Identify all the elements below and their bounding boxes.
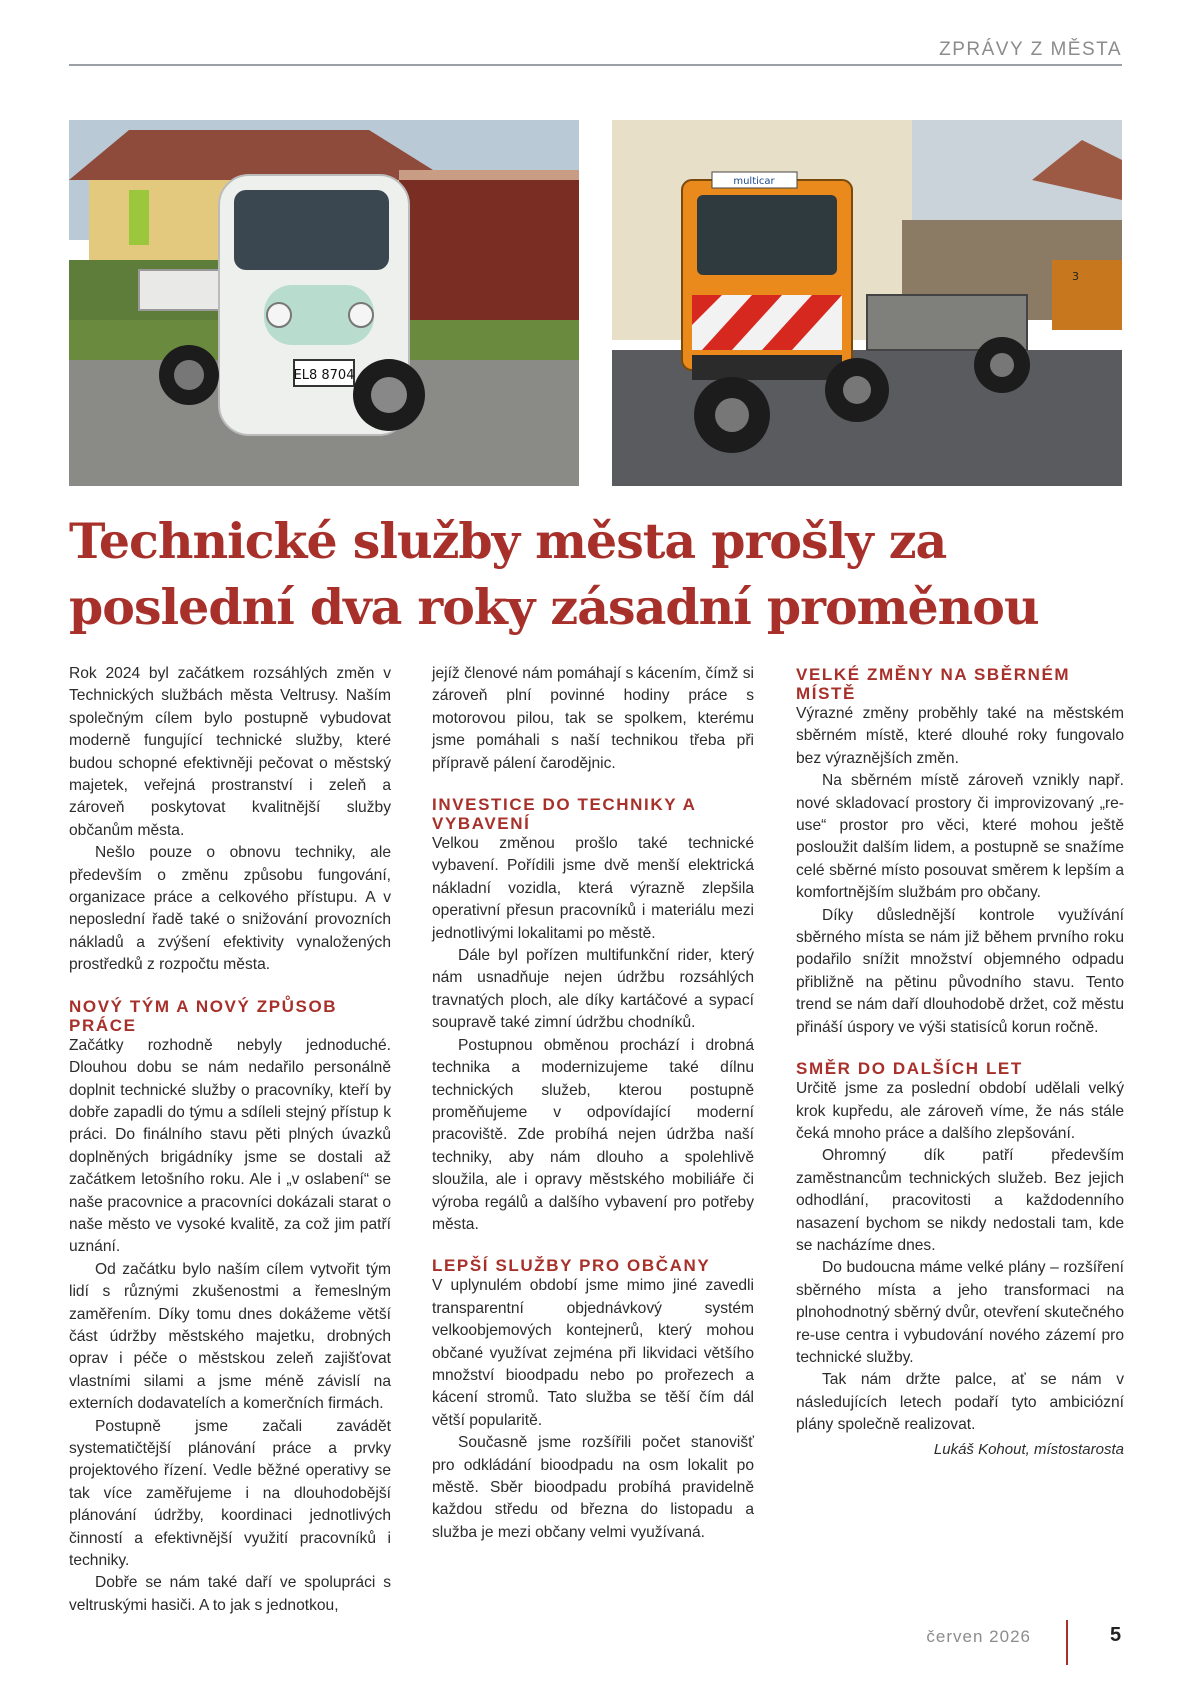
body-paragraph: Dále byl pořízen multifunkční rider, který nám usnadňuje nejen údržbu rozsáhlých travnatých ploch, ale díky kartáčové a sypací soupravě také zimní údržbu chodníků. [432,947,754,1032]
body-paragraph: Díky důslednější kontrole využívání sběrného místa se nám již během prvního roku podařilo snížit množství objemného odpadu přibližně na pětinu původního stavu. Tento trend se nám daří dlouhodobě držet, což městu přináší úspory ve výši statisíců korun ročně. [796,906,1124,1036]
body-paragraph: Do budoucna máme velké plány – rozšíření sběrného místa a jeho transformaci na plnohodnotný sběrný dvůr, otevření skutečného re-use centra i vybudování nového zázemí pro technické služby. [796,1259,1124,1366]
section-heading: INVESTICE DO TECHNIKY A VYBAVENÍ [432,795,696,834]
section-heading: SMĚR DO DALŠÍCH LET [796,1059,1023,1079]
issue-date: červen 2026 [926,1627,1031,1646]
title-line-1: Technické služby města prošly za [69,512,947,570]
body-paragraph: V uplynulém období jsme mimo jiné zavedli transparentní objednávkový systém velkoobjemových kontejnerů, který mohou občané využívat zejména při likvidaci většího množství bioodpadu nebo po prořezech a kácení stromů. Tato služba se těší čím dál větší popularitě. [432,1277,754,1429]
page-number: 5 [1110,1624,1122,1646]
footer-divider [1066,1620,1068,1665]
section-label: ZPRÁVY Z MĚSTA [939,39,1122,60]
body-paragraph: Začátky rozhodně nebyly jednoduché. Dlouhou dobu se nám nedařilo personálně doplnit technické služby o pracovníky, kteří by dobře zapadli do týmu a sdíleli stejný přístup k práci. Do finálního stavu pěti plných úvazků doplněných brigádníky jsme se dostali až začátkem letošního roku. Ale i „v oslabení“ se naše pracovnice a pracovníci dokázali starat o naše město ve vysoké kvalitě, za což jim patří uznání. [69,1036,391,1256]
body-paragraph: Postupnou obměnou prochází i drobná technika a modernizujeme také dílnu technických služeb, kterou postupně proměňujeme v odpovídající moderní pracoviště. Zde probíhá nejen údržba naší techniky, aby nám dlouho a spolehlivě sloužila, ale i opravy městského mobiliáře či výroba regálů a dalšího vybavení pro potřeby města. [432,1036,754,1233]
body-paragraph: jejíž členové nám pomáhají s kácením, čímž si zároveň plní povinné hodiny práce s motorovou pilou, tak se spolkem, kterému jsme pomáhali s naší technikou třeba při přípravě pálení čarodějnic. [432,665,754,772]
text-column-2 [432,663,754,1544]
body-paragraph: Dobře se nám také daří ve spolupráci s veltruskými hasiči. A to jak s jednotkou, [69,1574,391,1614]
photo-electric-truck [69,120,579,486]
author-signature: Lukáš Kohout, místostarosta [933,1440,1124,1458]
cab-logo: multicar [733,176,775,187]
body-paragraph: Od začátku bylo naším cílem vytvořit tým lidí s různými zkušenostmi a řemeslným zaměřením. Díky tomu dnes dokážeme větší část údržby městského majetku, drobných oprav i péče o městskou zeleň zajišťovat vlastními silami a jsme méně závislí na externích dodavatelích a komerčních firmách. [69,1260,391,1413]
section-heading: VELKÉ ZMĚNY NA SBĚRNÉM MÍSTĚ [796,665,1071,703]
article-title [69,508,1129,640]
section-heading: LEPŠÍ SLUŽBY PRO OBČANY [432,1256,711,1276]
body-paragraph: Současně jsme rozšířili počet stanovišť pro odkládání bioodpadu na osm lokalit po městě. Sběr bioodpadu probíhá pravidelně každou středu od března do listopadu a služba je mezi občany velmi využívaná. [432,1434,754,1541]
body-paragraph: Na sběrném místě zároveň vznikly např. nové skladovací prostory či improvizovaný „re-use“ prostor pro věci, které mohou ještě posloužit dalším lidem, a postupně se snažíme celé sběrné místo posouvat směrem k lepším a komfortnějším službám pro občany. [796,772,1124,902]
text-column-1 [69,663,391,1617]
body-paragraph: Tak nám držte palce, ať se nám v následujících letech podaří tyto ambiciózní plány společně realizovat. [796,1371,1124,1434]
intro-paragraph: Nešlo pouze o obnovu techniky, ale především o změnu způsobu fungování, organizace práce a celkového přístupu. A v neposlední řadě také o snižování provozních nákladů a zvýšení efektivity vynaložených prostředků z rozpočtu města. [69,844,391,974]
body-paragraph: Výrazné změny proběhly také na městském sběrném místě, které dlouhé roky fungovalo bez výraznějších změn. [796,705,1124,767]
body-paragraph: Velkou změnou prošlo také technické vybavení. Pořídili jsme dvě menší elektrická nákladní vozidla, která výrazně zlepšila operativní přesun pracovníků i materiálu mezi jednotlivými lokalitami po městě. [432,835,754,942]
title-line-2: poslední dva roky zásadní proměnou [69,578,1039,636]
photo-multicar-truck [612,120,1122,486]
container-number: 3 [1072,270,1079,283]
body-paragraph: Určitě jsme za poslední období udělali velký krok kupředu, ale zároveň víme, že nás stále čeká mnoho práce a dalšího zlepšování. [796,1080,1124,1142]
body-paragraph: Ohromný dík patří především zaměstnancům technických služeb. Bez jejich odhodlání, pracovitosti a každodenního nasazení bychom se nikdy nedostali tam, kde se nacházíme dnes. [796,1147,1124,1254]
text-column-3 [796,665,1124,1461]
intro-paragraph: Rok 2024 byl začátkem rozsáhlých změn v Technických službách města Veltrusy. Naším společným cílem bylo postupně vybudovat moderně fungující technické služby, které budou schopné efektivněji pečovat o městský majetek, veřejná prostranství i zeleň a zároveň poskytovat kvalitnější služby občanům města. [69,665,391,839]
plate-text: EL8 8704 [293,368,355,383]
header-rule [69,64,1122,66]
section-heading: NOVÝ TÝM A NOVÝ ZPŮSOB PRÁCE [69,996,338,1035]
body-paragraph: Postupně jsme začali zavádět systematičtější plánování práce a prvky projektového řízení. Vedle běžné operativy se tak více zaměřujeme i na dlouhodobější plánování údržby, koordinaci jednotlivých činností a efektivnější využití pracovníků i techniky. [69,1417,391,1570]
